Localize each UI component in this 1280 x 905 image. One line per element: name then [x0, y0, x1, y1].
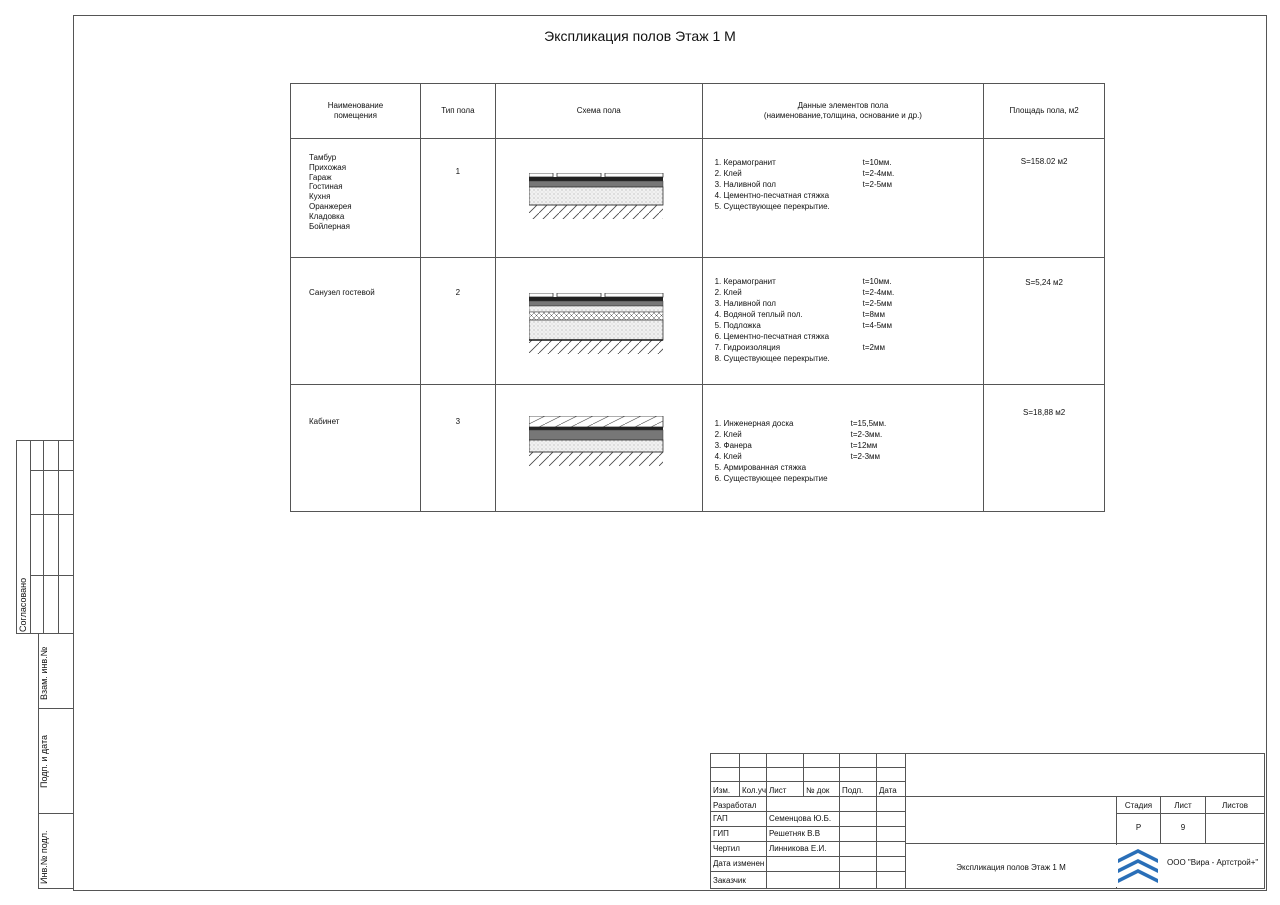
strip-row [30, 470, 74, 515]
stage-value: Р [1116, 813, 1161, 844]
col-date: Дата [876, 781, 906, 797]
customer-label: Заказчик [710, 871, 767, 889]
sheets-label: Листов [1205, 796, 1265, 814]
stamp-cell [839, 841, 877, 857]
layer-name: 4. Водяной теплый пол. [714, 310, 803, 319]
sheet-value: 9 [1160, 813, 1206, 844]
header-scheme: Схема пола [495, 84, 702, 139]
title-block [710, 753, 1265, 889]
stamp-cell [766, 796, 840, 812]
floor-type: 2 [420, 258, 495, 385]
layer-row [715, 440, 984, 451]
company-logo [1116, 845, 1160, 887]
layer-thickness: t=10мм. [862, 277, 892, 286]
stamp-header-cell [905, 753, 1265, 797]
floor-scheme-3 [495, 385, 702, 512]
header-room: Наименование помещения [291, 84, 421, 139]
layer-row [715, 353, 984, 364]
layer-row [715, 287, 984, 298]
stamp-cell [766, 767, 804, 782]
room-list [291, 258, 421, 385]
layer-row [715, 320, 984, 331]
table-row [291, 385, 1105, 512]
stamp-cell [839, 871, 877, 889]
replace-inv-label: Взам. инв.№ [39, 646, 49, 700]
layer-name: 4. Клей [714, 452, 742, 461]
room-name: Кладовка [309, 211, 345, 221]
stamp-cell [876, 871, 906, 889]
layer-thickness: t=2мм [862, 343, 885, 352]
layer-thickness: t=2-5мм [862, 299, 893, 308]
gap-name: Семенцова Ю.Б. [766, 811, 840, 827]
layer-name: 4. Цементно-песчатная стяжка [714, 191, 830, 200]
layer-row [715, 473, 984, 484]
page-title: Экспликация полов Этаж 1 М [544, 28, 736, 44]
layer-name: 2. Клей [714, 169, 742, 178]
doc-title: Экспликация полов Этаж 1 М [905, 843, 1117, 889]
stamp-cell [839, 856, 877, 872]
layer-name: 1. Инженерная доска [714, 419, 794, 428]
gip-name: Решетняк В.В [766, 826, 840, 842]
layer-name: 7. Гидроизоляция [714, 343, 781, 352]
layer-name: 2. Клей [714, 288, 742, 297]
layer-row [715, 179, 984, 190]
stamp-cell [876, 767, 906, 782]
room-name: Прихожая [309, 162, 347, 172]
floor-section-drawing [529, 173, 669, 233]
layer-row [715, 331, 984, 342]
stamp-cell [876, 841, 906, 857]
layer-thickness: t=8мм [862, 310, 885, 319]
layer-name: 8. Существующее перекрытие. [714, 354, 830, 363]
strip-row [30, 514, 74, 576]
table-row [291, 139, 1105, 258]
layer-name: 3. Наливной пол [714, 299, 776, 308]
layer-name: 6. Существующее перекрытие [714, 474, 828, 483]
layer-thickness: t=2-5мм [862, 180, 893, 189]
floor-scheme-1 [495, 139, 702, 258]
col-doc: № док [803, 781, 840, 797]
sheet-label: Лист [1160, 796, 1206, 814]
layer-row [715, 462, 984, 473]
changed-label: Дата изменен [710, 856, 767, 872]
agreed-label: Согласовано [18, 577, 28, 632]
room-name: Тамбур [309, 153, 337, 162]
stamp-cell [876, 796, 906, 812]
layer-thickness: t=2-4мм. [862, 288, 895, 297]
layer-name: 5. Подложка [714, 321, 761, 330]
floor-section-drawing [529, 293, 669, 357]
layer-row [715, 342, 984, 353]
floor-area: S=18,88 м2 [984, 385, 1105, 512]
stamp-cell [839, 767, 877, 782]
room-name: Гараж [309, 172, 332, 182]
stamp-cell [876, 856, 906, 872]
col-change: Изм. [710, 781, 740, 797]
stamp-cell [839, 826, 877, 842]
table-header-row [291, 84, 1105, 139]
layer-thickness: t=2-3мм [850, 452, 881, 461]
company-name: ООО "Вира - Артстрой+" [1116, 843, 1265, 889]
developed-label: Разработал [710, 796, 767, 812]
table-row [291, 258, 1105, 385]
stamp-cell [803, 767, 840, 782]
stamp-cell [710, 753, 740, 768]
stamp-cell [905, 796, 1117, 844]
room-name: Кабинет [309, 417, 340, 426]
floor-area: S=158.02 м2 [984, 139, 1105, 258]
stamp-cell [739, 767, 767, 782]
layer-list [702, 258, 984, 385]
layer-row [715, 201, 984, 212]
col-qty: Кол.уч [739, 781, 767, 797]
stamp-cell [839, 796, 877, 812]
layer-row [715, 418, 984, 429]
room-name: Бойлерная [309, 221, 350, 231]
sheets-value [1205, 813, 1265, 844]
stamp-cell [839, 811, 877, 827]
layer-thickness: t=2-4мм. [862, 169, 895, 178]
floor-type: 1 [420, 139, 495, 258]
room-name: Кухня [309, 192, 331, 202]
layer-list [702, 385, 984, 512]
stamp-cell [766, 856, 840, 872]
col-sheet: Лист [766, 781, 804, 797]
layer-row [715, 157, 984, 168]
layer-row [715, 298, 984, 309]
header-area: Площадь пола, м2 [984, 84, 1105, 139]
stamp-cell [766, 753, 804, 768]
layer-row [715, 451, 984, 462]
room-name: Санузел гостевой [309, 288, 375, 297]
stamp-cell [766, 871, 840, 889]
layer-thickness: t=2-3мм. [850, 430, 883, 439]
gap-label: ГАП [710, 811, 767, 827]
header-type: Тип пола [420, 84, 495, 139]
orig-inv-label: Инв.№ подл. [39, 830, 49, 884]
layer-row [715, 429, 984, 440]
layer-name: 6. Цементно-песчатная стяжка [714, 332, 830, 341]
layer-row [715, 309, 984, 320]
stamp-cell [876, 753, 906, 768]
stamp-cell [839, 753, 877, 768]
stamp-cell [803, 753, 840, 768]
layer-row [715, 190, 984, 201]
layer-thickness: t=15,5мм. [850, 419, 887, 428]
layer-name: 1. Керамогранит [714, 158, 776, 167]
floor-section-drawing [529, 416, 669, 468]
room-list [291, 139, 421, 258]
room-name: Оранжерея [309, 201, 352, 211]
stamp-cell [710, 767, 740, 782]
layer-name: 2. Клей [714, 430, 742, 439]
layer-name: 1. Керамогранит [714, 277, 776, 286]
room-list [291, 385, 421, 512]
stamp-cell [876, 826, 906, 842]
layer-list [702, 139, 984, 258]
drew-label: Чертил [710, 841, 767, 857]
sign-date-label: Подп. и дата [39, 734, 49, 788]
gip-label: ГИП [710, 826, 767, 842]
drew-name: Линникова Е.И. [766, 841, 840, 857]
layer-name: 3. Наливной пол [714, 180, 776, 189]
layer-name: 3. Фанера [714, 441, 752, 450]
layer-row [715, 168, 984, 179]
header-layers: Данные элементов пола (наименование,толщина, основание и др.) [702, 84, 984, 139]
stamp-cell [739, 753, 767, 768]
floor-type: 3 [420, 385, 495, 512]
col-sign: Подп. [839, 781, 877, 797]
layer-name: 5. Существующее перекрытие. [714, 202, 830, 211]
floor-explication-table [290, 83, 1105, 512]
stage-label: Стадия [1116, 796, 1161, 814]
layer-name: 5. Армированная стяжка [714, 463, 807, 472]
room-name: Гостиная [309, 182, 343, 192]
layer-thickness: t=10мм. [862, 158, 892, 167]
stamp-cell [876, 811, 906, 827]
floor-area: S=5,24 м2 [984, 258, 1105, 385]
floor-scheme-2 [495, 258, 702, 385]
layer-thickness: t=12мм [850, 441, 878, 450]
layer-thickness: t=4-5мм [862, 321, 893, 330]
layer-row [715, 276, 984, 287]
